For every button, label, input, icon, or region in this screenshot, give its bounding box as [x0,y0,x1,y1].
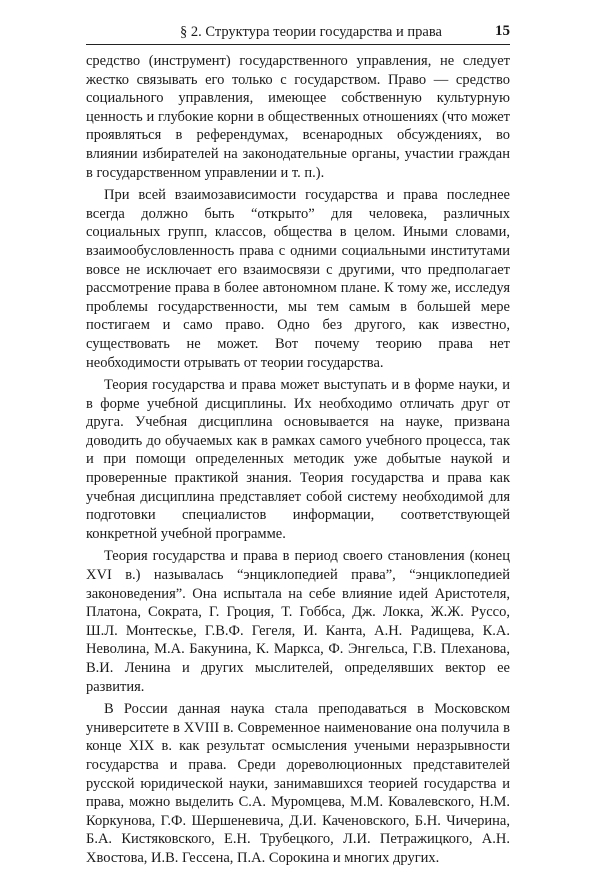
page-number: 15 [495,23,510,39]
paragraph: При всей взаимозависимости государства и права последнее всегда должно быть “открыто” для человека, различных социальных групп, классов, общества в целом. Иными словами, взаимообусловленность права с одними социальными институтами вовсе не исключает его взаимосвязи с другими, что предполагает рассмотрение права в более автономном плане. К тому же, исследуя проблемы государственности, мы тем самым в большей мере постигаем и само право. Одно без другого, как известно, существовать не может. Вот почему теорию права нет необходимости отрывать от теории государства. [86,187,510,371]
paragraph: В России данная наука стала преподаваться в Московском университете в XVIII в. Современное наименование она получила в конце XIX в. как результат осмысления учеными неразрывности государства и права. Среди дореволюционных представителей русской юридической науки, занимавшихся теорией государства и права, можно выделить С.А. Муромцева, М.М. Ковалевского, Н.М. Коркунова, Г.Ф. Шершеневича, Д.И. Каченовского, Б.Н. Чичерина, Б.А. Кистяковского, Е.Н. Трубецкого, Л.И. Петражицкого, А.Н. Хвостова, И.В. Гессена, П.А. Сорокина и многих других. [86,701,510,866]
paragraph: Теория государства и права может выступать и в форме науки, и в форме учебной дисциплины. Их необходимо отличать друг от друга. Учебная дисциплина основывается на науке, призвана доводить до обучаемых как в рамках самого учебного процесса, так и при помощи определенных методик уже добытые наукой и проверенные практикой знания. Теория государства и права как учебная дисциплина представляет собой систему необходимой для подготовки специалистов информации, соответствующей конкретной учебной программе. [86,377,510,542]
paragraph-continuation: средство (инструмент) государственного управления, не следует жестко связывать его только с государством. Право — средство социального управления, имеющее собственную культурную ценность и глубокие корни в общественных отношениях (что может проявляться в референдумах, всенародных обсуждениях, во влиянии избирателей на законодательные органы, участии граждан в государственном управлении и т. п.). [86,53,510,181]
running-header [86,22,510,45]
body-text [86,52,510,872]
running-title: § 2. Структура теории государства и права [180,24,442,40]
paragraph: Теория государства и права в период своего становления (конец XVI в.) называлась “энциклопедией права”, “энциклопедией законоведения”. Она испытала на себе влияние идей Аристотеля, Платона, Сократа, Г. Гроция, Т. Гоббса, Дж. Локка, Ж.Ж. Руссо, Ш.Л. Монтескье, Г.В.Ф. Гегеля, И. Канта, А.Н. Радищева, К.А. Неволина, М.А. Бакунина, К. Маркса, Ф. Энгельса, Г.В. Плеханова, В.И. Ленина и других мыслителей, определявших вектор ее развития. [86,548,510,695]
